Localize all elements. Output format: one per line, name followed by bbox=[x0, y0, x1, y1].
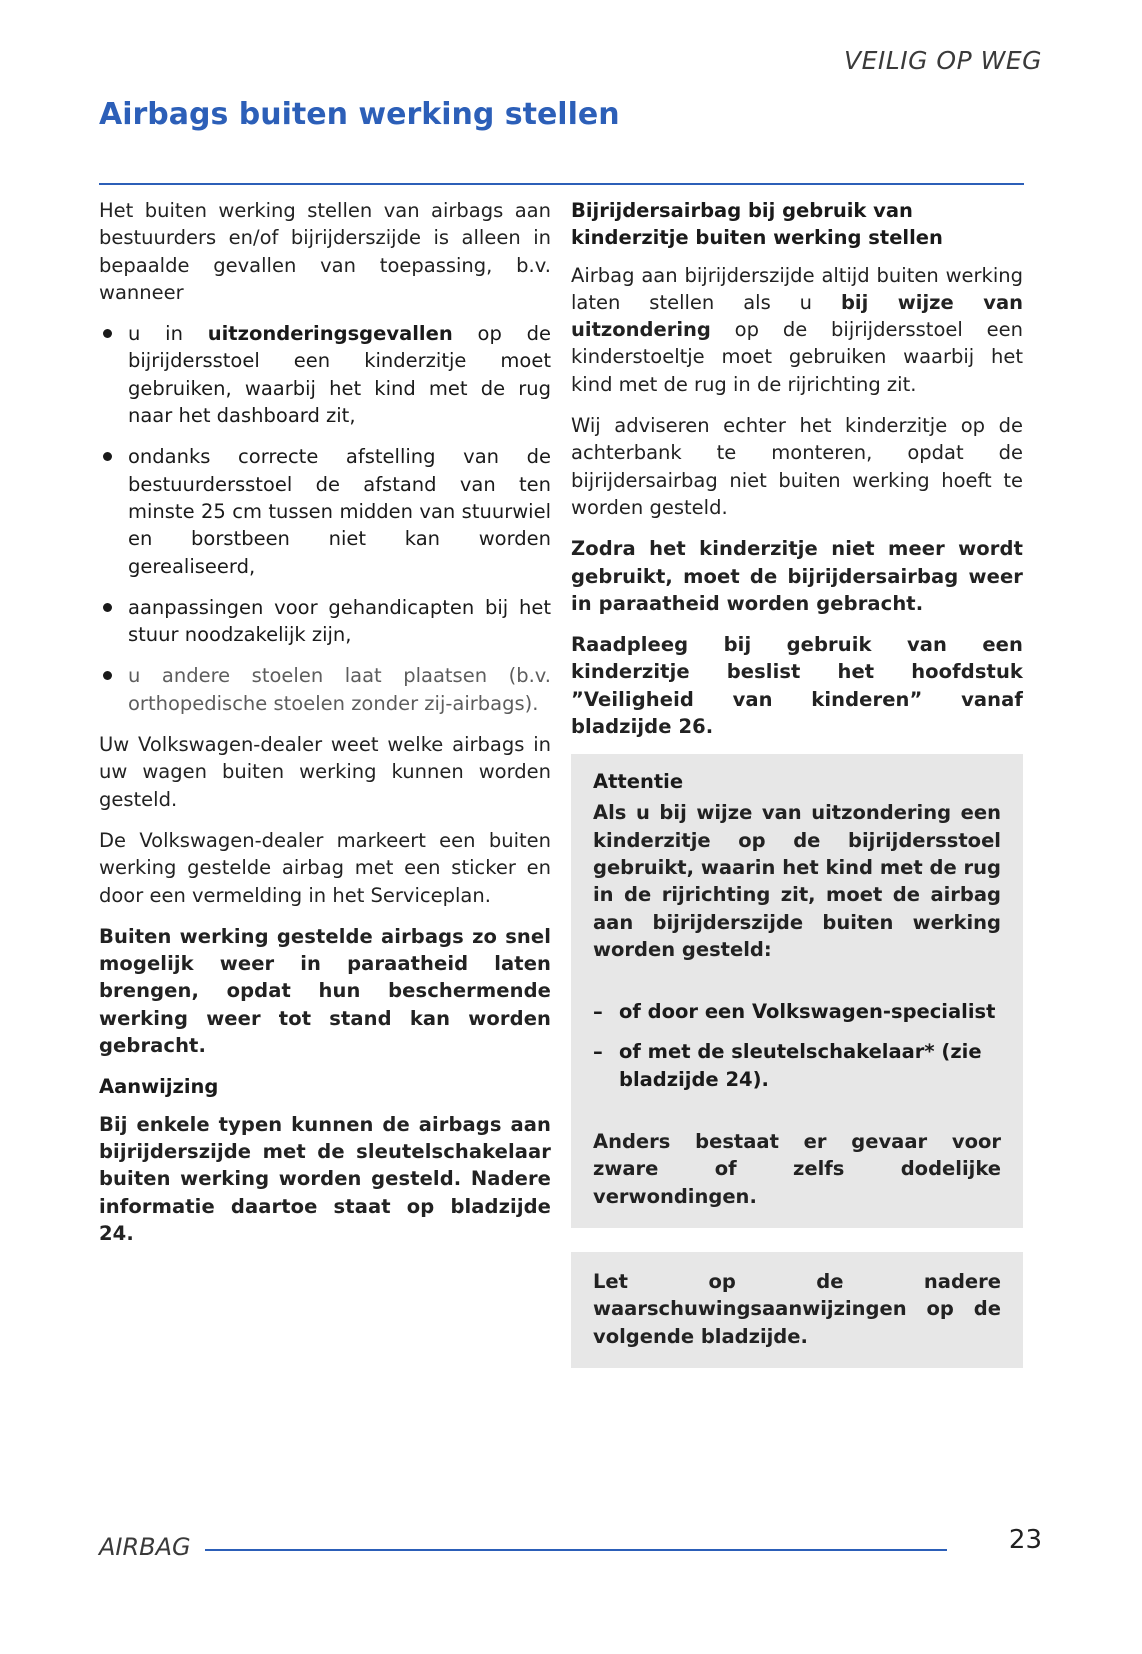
bullet-dot-icon bbox=[103, 603, 112, 612]
section-heading: Bijrijdersairbag bij gebruik van kinderzitje buiten werking stellen bbox=[571, 199, 943, 250]
spacer bbox=[593, 976, 1001, 998]
childseat-text-emphasis: bij wijze van uitzondering bbox=[571, 290, 1023, 342]
bullet-text: u andere stoelen laat plaatsen (b.v. orthopedische stoelen zonder zij-airbags). bbox=[128, 664, 551, 715]
attention-title: Attentie bbox=[593, 770, 684, 794]
dash-icon: – bbox=[593, 1000, 603, 1024]
list-item bbox=[99, 594, 551, 649]
attention-list-item bbox=[593, 1038, 1001, 1093]
intro-paragraph: Het buiten werking stellen van airbags aan bestuurders en/of bijrijderszijde is alleen in bepaalde gevallen van toepassing, b.v. wanneer bbox=[99, 199, 551, 304]
reactivate-paragraph: Buiten werking gestelde airbags zo snel mogelijk weer in paraatheid laten brengen, opdat hun beschermende werking weer tot stand kan worden gebracht. bbox=[99, 924, 551, 1058]
list-item bbox=[99, 662, 551, 717]
attention-item-text: of met de sleutelschakelaar* (zie bladzijde 24). bbox=[619, 1040, 982, 1091]
bullet-dot-icon bbox=[103, 671, 112, 680]
subheading-aanwijzing: Aanwijzing bbox=[99, 1075, 219, 1099]
attention-list-item bbox=[593, 998, 1001, 1025]
advice-paragraph: Wij adviseren echter het kinderzitje op de achterbank te monteren, opdat de bijrijdersairbag niet buiten werking hoeft te worden gesteld. bbox=[571, 414, 1023, 519]
bullet-text-emphasis: uitzonderingsgevallen bbox=[207, 322, 453, 346]
childseat-text-post: op de bijrijdersstoel een kinderstoeltje moet gebruiken waarbij het kind met de rug in de rijrichting zit. bbox=[571, 318, 1023, 396]
warning-box bbox=[571, 1252, 1023, 1368]
keyswitch-paragraph: Bij enkele typen kunnen de airbags aan bijrijderszijde met de sleutelschakelaar buiten werking worden gesteld. Nadere informatie daartoe staat op bladzijde 24. bbox=[99, 1112, 551, 1245]
footer-label: AIRBAG bbox=[99, 1533, 191, 1561]
attention-outro: Anders bestaat er gevaar voor zware of zelfs dodelijke verwondingen. bbox=[593, 1130, 1001, 1208]
list-item bbox=[99, 443, 551, 579]
page-title: Airbags buiten werking stellen bbox=[99, 97, 620, 132]
box-separator bbox=[571, 1228, 1023, 1246]
childseat-text-pre: Airbag aan bijrijderszijde altijd buiten werking laten stellen als u bbox=[571, 263, 1023, 314]
dash-icon: – bbox=[593, 1040, 603, 1064]
list-item bbox=[99, 320, 551, 429]
dealer-paragraph: Uw Volkswagen-dealer weet welke airbags in uw wagen buiten werking kunnen worden gesteld. bbox=[99, 733, 551, 811]
right-column bbox=[571, 197, 1023, 1368]
left-column bbox=[99, 197, 551, 1261]
footer-divider bbox=[205, 1549, 947, 1551]
childseat-paragraph bbox=[571, 262, 1023, 398]
bullet-text: ondanks correcte afstelling van de bestuurdersstoel de afstand van ten minste 25 cm tussen midden van stuurwiel en borstbeen niet kan worden gerealiseerd, bbox=[128, 445, 551, 578]
sticker-paragraph: De Volkswagen-dealer markeert een buiten werking gestelde airbag met een sticker en door een vermelding in het Serviceplan. bbox=[99, 828, 551, 907]
bullet-text-pre: u in bbox=[128, 322, 208, 346]
page-number: 23 bbox=[1008, 1525, 1042, 1555]
attention-intro: Als u bij wijze van uitzondering een kinderzitje op de bijrijdersstoel gebruikt, waarin het kind met de rug in de rijrichting zit, moet de airbag aan bijrijderszijde buiten werking worden gesteld: bbox=[593, 801, 1001, 961]
attention-item-text: of door een Volkswagen-specialist bbox=[619, 1000, 996, 1024]
bullet-text-post: op de bijrijdersstoel een kinderzitje moet gebruiken, waarbij het kind met de rug naar het dashboard zit, bbox=[128, 322, 551, 428]
attention-box bbox=[571, 754, 1023, 1228]
title-divider bbox=[99, 183, 1024, 185]
bullet-dot-icon bbox=[103, 452, 112, 461]
warning-text: Let op de nadere waarschuwingsaanwijzingen op de volgende bladzijde. bbox=[593, 1269, 1001, 1348]
reactivate-airbag-paragraph: Zodra het kinderzitje niet meer wordt gebruikt, moet de bijrijdersairbag weer in paraatheid worden gebracht. bbox=[571, 537, 1023, 615]
reference-paragraph: Raadpleeg bij gebruik van een kinderzitje beslist het hoofdstuk ”Veiligheid van kinderen” vanaf bladzijde 26. bbox=[571, 633, 1023, 739]
spacer bbox=[593, 1106, 1001, 1128]
bullet-dot-icon bbox=[103, 329, 112, 338]
running-head: VEILIG OP WEG bbox=[844, 46, 1042, 75]
bullet-text: aanpassingen voor gehandicapten bij het stuur noodzakelijk zijn, bbox=[128, 595, 551, 647]
